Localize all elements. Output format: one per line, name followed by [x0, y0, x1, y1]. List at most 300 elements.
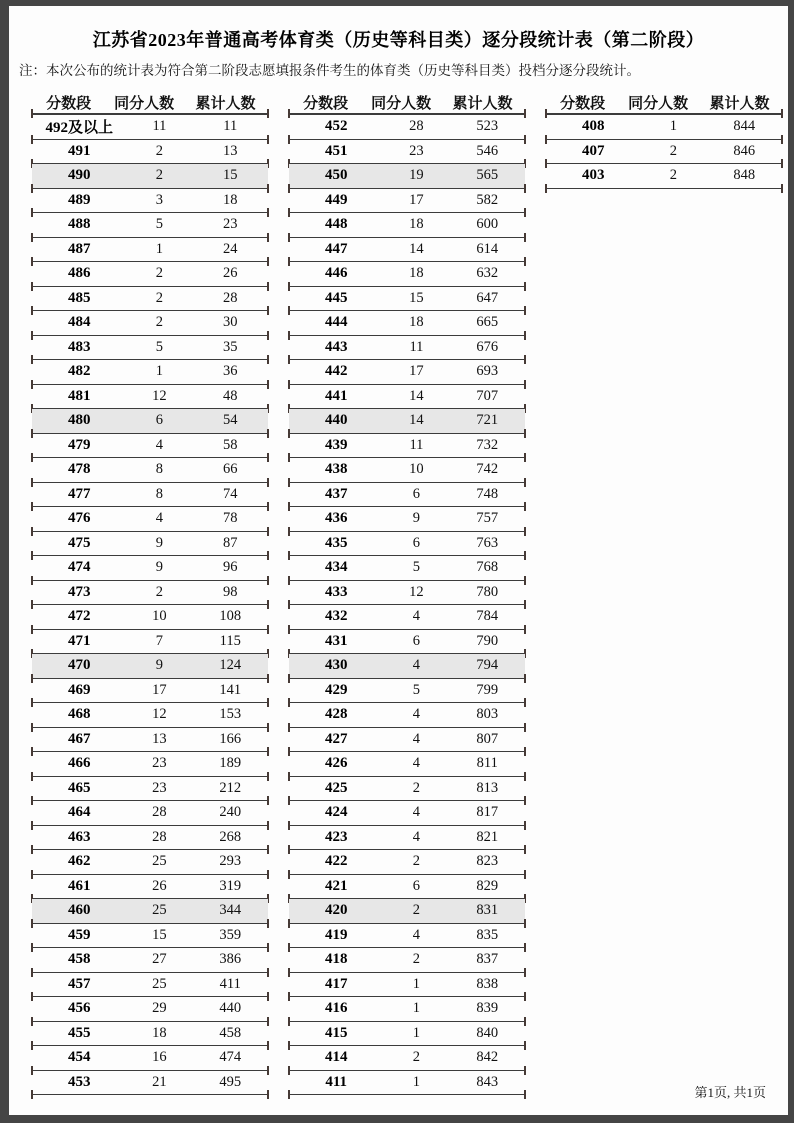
score-range-cell: 458: [67, 951, 91, 968]
same-score-count-cell: 4: [412, 730, 421, 747]
cumulative-count-cell: 48: [222, 387, 238, 404]
same-score-count-cell: 2: [412, 902, 421, 919]
column-header-cumulative-count: 累计人数: [452, 95, 513, 112]
table-row: [289, 483, 525, 508]
score-range-cell: 463: [67, 828, 91, 845]
cumulative-count-cell: 614: [476, 240, 499, 257]
table-row: [289, 458, 525, 483]
score-range-cell: 425: [324, 779, 348, 796]
cumulative-count-cell: 843: [476, 1073, 499, 1090]
table-row: [32, 458, 268, 483]
score-range-cell: 439: [324, 436, 348, 453]
cumulative-count-cell: 582: [476, 191, 499, 208]
same-score-count-cell: 12: [152, 706, 167, 723]
table-row: [32, 948, 268, 973]
score-range-cell: 483: [67, 338, 91, 355]
table-row: [289, 924, 525, 949]
score-range-cell: 471: [67, 632, 91, 649]
score-range-cell: 470: [67, 657, 91, 674]
score-range-cell: 452: [324, 118, 348, 135]
cumulative-count-cell: 837: [476, 951, 499, 968]
cumulative-count-cell: 794: [476, 657, 499, 674]
table-row: [289, 728, 525, 753]
score-range-cell: 448: [324, 216, 348, 233]
score-range-cell: 441: [324, 387, 348, 404]
same-score-count-cell: 1: [412, 975, 421, 992]
table-row: [289, 826, 525, 851]
cumulative-count-cell: 319: [219, 877, 242, 894]
score-range-cell: 491: [67, 142, 91, 159]
score-range-cell: 465: [67, 779, 91, 796]
cumulative-count-cell: 721: [476, 412, 499, 429]
same-score-count-cell: 2: [155, 314, 164, 331]
score-range-cell: 455: [67, 1024, 91, 1041]
score-range-cell: 407: [581, 142, 605, 159]
same-score-count-cell: 18: [409, 314, 424, 331]
same-score-count-cell: 4: [412, 804, 421, 821]
score-range-cell: 435: [324, 534, 348, 551]
same-score-count-cell: 25: [152, 975, 167, 992]
score-range-cell: 437: [324, 485, 348, 502]
table-row: [289, 654, 525, 679]
cumulative-count-cell: 35: [222, 338, 238, 355]
cumulative-count-cell: 96: [222, 559, 238, 576]
table-row: [289, 605, 525, 630]
score-range-cell: 492及以上: [45, 120, 113, 137]
cumulative-count-cell: 757: [476, 510, 499, 527]
score-range-cell: 414: [324, 1049, 348, 1066]
cumulative-count-cell: 141: [219, 681, 242, 698]
same-score-count-cell: 7: [155, 632, 164, 649]
same-score-count-cell: 13: [152, 730, 167, 747]
cumulative-count-cell: 840: [476, 1024, 499, 1041]
score-range-cell: 444: [324, 314, 348, 331]
table-row: [289, 507, 525, 532]
table-row: [289, 850, 525, 875]
table-row: [32, 826, 268, 851]
cumulative-count-cell: 108: [219, 608, 242, 625]
table-row: [32, 997, 268, 1022]
score-range-cell: 438: [324, 461, 348, 478]
same-score-count-cell: 4: [412, 657, 421, 674]
cumulative-count-cell: 495: [219, 1073, 242, 1090]
same-score-count-cell: 4: [412, 828, 421, 845]
same-score-count-cell: 5: [412, 681, 421, 698]
score-range-cell: 482: [67, 363, 91, 380]
same-score-count-cell: 28: [152, 804, 167, 821]
score-range-cell: 472: [67, 608, 91, 625]
same-score-count-cell: 5: [412, 559, 421, 576]
score-range-cell: 450: [324, 167, 348, 184]
cumulative-count-cell: 98: [222, 583, 238, 600]
same-score-count-cell: 18: [152, 1024, 167, 1041]
column-header-cumulative-count: 累计人数: [195, 95, 256, 112]
score-range-cell: 419: [324, 926, 348, 943]
score-range-cell: 477: [67, 485, 91, 502]
cumulative-count-cell: 54: [222, 412, 238, 429]
same-score-count-cell: 14: [409, 412, 424, 429]
column-header-cumulative-count: 累计人数: [709, 95, 770, 112]
cumulative-count-cell: 780: [476, 583, 499, 600]
same-score-count-cell: 6: [412, 632, 421, 649]
score-range-cell: 445: [324, 289, 348, 306]
same-score-count-cell: 19: [409, 167, 424, 184]
table-row: [32, 238, 268, 263]
score-range-cell: 422: [324, 853, 348, 870]
table-row: [289, 997, 525, 1022]
table-row: [32, 140, 268, 165]
table-row: [289, 164, 525, 189]
same-score-count-cell: 2: [412, 1049, 421, 1066]
same-score-count-cell: 18: [409, 265, 424, 282]
score-range-cell: 426: [324, 755, 348, 772]
table-row: [289, 703, 525, 728]
score-range-cell: 475: [67, 534, 91, 551]
score-range-cell: 456: [67, 1000, 91, 1017]
cumulative-count-cell: 344: [219, 902, 242, 919]
same-score-count-cell: 11: [409, 338, 424, 355]
cumulative-count-cell: 829: [476, 877, 499, 894]
table-row: [32, 262, 268, 287]
cumulative-count-cell: 768: [476, 559, 499, 576]
same-score-count-cell: 17: [409, 363, 424, 380]
same-score-count-cell: 21: [152, 1073, 167, 1090]
same-score-count-cell: 5: [155, 338, 164, 355]
table-row: [289, 1022, 525, 1047]
same-score-count-cell: 27: [152, 951, 167, 968]
cumulative-count-cell: 212: [219, 779, 242, 796]
score-range-cell: 436: [324, 510, 348, 527]
table-row: [289, 1071, 525, 1096]
cumulative-count-cell: 458: [219, 1024, 242, 1041]
same-score-count-cell: 4: [412, 706, 421, 723]
same-score-count-cell: 1: [155, 363, 164, 380]
table-row: [32, 483, 268, 508]
score-table-right: [546, 91, 782, 189]
same-score-count-cell: 2: [669, 167, 678, 184]
score-range-cell: 469: [67, 681, 91, 698]
cumulative-count-cell: 124: [219, 657, 242, 674]
table-row: [32, 850, 268, 875]
cumulative-count-cell: 189: [219, 755, 242, 772]
cumulative-count-cell: 835: [476, 926, 499, 943]
same-score-count-cell: 11: [152, 118, 167, 135]
cumulative-count-cell: 665: [476, 314, 499, 331]
table-row: [289, 287, 525, 312]
cumulative-count-cell: 13: [222, 142, 238, 159]
table-row: [289, 973, 525, 998]
same-score-count-cell: 23: [152, 755, 167, 772]
score-range-cell: 485: [67, 289, 91, 306]
score-range-cell: 459: [67, 926, 91, 943]
score-range-cell: 416: [324, 1000, 348, 1017]
same-score-count-cell: 12: [152, 387, 167, 404]
same-score-count-cell: 4: [412, 608, 421, 625]
table-row: [289, 801, 525, 826]
table-row: [289, 581, 525, 606]
table-row: [32, 899, 268, 924]
score-range-cell: 446: [324, 265, 348, 282]
table-row: [32, 581, 268, 606]
score-range-cell: 464: [67, 804, 91, 821]
same-score-count-cell: 2: [412, 853, 421, 870]
score-range-cell: 486: [67, 265, 91, 282]
same-score-count-cell: 4: [155, 436, 164, 453]
table-row: [289, 899, 525, 924]
cumulative-count-cell: 18: [222, 191, 238, 208]
cumulative-count-cell: 115: [219, 632, 241, 649]
same-score-count-cell: 6: [155, 412, 164, 429]
cumulative-count-cell: 848: [733, 167, 756, 184]
score-range-cell: 447: [324, 240, 348, 257]
score-range-cell: 420: [324, 902, 348, 919]
table-row: [289, 189, 525, 214]
table-row: [289, 777, 525, 802]
cumulative-count-cell: 817: [476, 804, 499, 821]
cumulative-count-cell: 813: [476, 779, 499, 796]
cumulative-count-cell: 803: [476, 706, 499, 723]
same-score-count-cell: 26: [152, 877, 167, 894]
table-header-row: [32, 91, 268, 115]
score-range-cell: 474: [67, 559, 91, 576]
score-range-cell: 468: [67, 706, 91, 723]
same-score-count-cell: 2: [155, 583, 164, 600]
cumulative-count-cell: 748: [476, 485, 499, 502]
cumulative-count-cell: 842: [476, 1049, 499, 1066]
score-range-cell: 476: [67, 510, 91, 527]
score-range-cell: 417: [324, 975, 348, 992]
score-range-cell: 408: [581, 118, 605, 135]
table-row: [32, 973, 268, 998]
same-score-count-cell: 1: [669, 118, 678, 135]
table-row: [32, 777, 268, 802]
cumulative-count-cell: 474: [219, 1049, 242, 1066]
table-row: [289, 556, 525, 581]
same-score-count-cell: 9: [155, 657, 164, 674]
cumulative-count-cell: 784: [476, 608, 499, 625]
column-header-score-range: 分数段: [46, 95, 92, 112]
cumulative-count-cell: 153: [219, 706, 242, 723]
same-score-count-cell: 6: [412, 877, 421, 894]
table-body: [289, 115, 525, 1095]
cumulative-count-cell: 411: [219, 975, 241, 992]
table-row: [289, 1046, 525, 1071]
table-row: [32, 875, 268, 900]
same-score-count-cell: 2: [412, 779, 421, 796]
table-row: [32, 115, 268, 140]
table-row: [32, 1022, 268, 1047]
same-score-count-cell: 16: [152, 1049, 167, 1066]
cumulative-count-cell: 28: [222, 289, 238, 306]
cumulative-count-cell: 821: [476, 828, 499, 845]
same-score-count-cell: 14: [409, 240, 424, 257]
cumulative-count-cell: 386: [219, 951, 242, 968]
cumulative-count-cell: 732: [476, 436, 499, 453]
cumulative-count-cell: 844: [733, 118, 756, 135]
same-score-count-cell: 5: [155, 216, 164, 233]
table-row: [32, 1046, 268, 1071]
table-row: [32, 924, 268, 949]
score-range-cell: 479: [67, 436, 91, 453]
column-header-same-score-count: 同分人数: [628, 95, 689, 112]
same-score-count-cell: 2: [155, 289, 164, 306]
score-range-cell: 489: [67, 191, 91, 208]
table-row: [32, 507, 268, 532]
cumulative-count-cell: 30: [222, 314, 238, 331]
score-range-cell: 481: [67, 387, 91, 404]
column-header-same-score-count: 同分人数: [114, 95, 175, 112]
table-row: [32, 556, 268, 581]
column-header-same-score-count: 同分人数: [371, 95, 432, 112]
score-range-cell: 480: [67, 412, 91, 429]
same-score-count-cell: 15: [152, 926, 167, 943]
table-row: [289, 752, 525, 777]
cumulative-count-cell: 166: [219, 730, 242, 747]
table-row: [289, 262, 525, 287]
cumulative-count-cell: 790: [476, 632, 499, 649]
score-range-cell: 467: [67, 730, 91, 747]
table-row: [289, 360, 525, 385]
cumulative-count-cell: 823: [476, 853, 499, 870]
same-score-count-cell: 25: [152, 902, 167, 919]
table-row: [289, 311, 525, 336]
score-range-cell: 473: [67, 583, 91, 600]
score-range-cell: 449: [324, 191, 348, 208]
page-number: 第1页, 共1页: [694, 1085, 766, 1100]
score-range-cell: 454: [67, 1049, 91, 1066]
table-row: [32, 1071, 268, 1096]
same-score-count-cell: 2: [155, 265, 164, 282]
score-table-left: [32, 91, 268, 1095]
same-score-count-cell: 2: [669, 142, 678, 159]
same-score-count-cell: 15: [409, 289, 424, 306]
table-row: [546, 164, 782, 189]
score-range-cell: 442: [324, 363, 348, 380]
cumulative-count-cell: 565: [476, 167, 499, 184]
same-score-count-cell: 8: [155, 485, 164, 502]
column-header-score-range: 分数段: [560, 95, 606, 112]
note-text: 注：本次公布的统计表为符合第二阶段志愿填报条件考生的体育类（历史等科目类）投档分逐分段统计。: [19, 63, 640, 78]
same-score-count-cell: 14: [409, 387, 424, 404]
table-row: [289, 409, 525, 434]
cumulative-count-cell: 15: [222, 167, 238, 184]
same-score-count-cell: 25: [152, 853, 167, 870]
score-range-cell: 443: [324, 338, 348, 355]
table-row: [546, 140, 782, 165]
score-range-cell: 460: [67, 902, 91, 919]
table-row: [289, 238, 525, 263]
table-row: [32, 801, 268, 826]
table-row: [32, 703, 268, 728]
table-row: [32, 409, 268, 434]
same-score-count-cell: 3: [155, 191, 164, 208]
score-range-cell: 457: [67, 975, 91, 992]
same-score-count-cell: 1: [412, 1000, 421, 1017]
cumulative-count-cell: 693: [476, 363, 499, 380]
page-title: 江苏省2023年普通高考体育类（历史等科目类）逐分段统计表（第二阶段）: [92, 30, 705, 50]
table-row: [32, 630, 268, 655]
cumulative-count-cell: 647: [476, 289, 499, 306]
same-score-count-cell: 8: [155, 461, 164, 478]
score-range-cell: 432: [324, 608, 348, 625]
same-score-count-cell: 12: [409, 583, 424, 600]
cumulative-count-cell: 811: [476, 755, 498, 772]
cumulative-count-cell: 26: [222, 265, 238, 282]
tables-container: [9, 91, 788, 1095]
table-row: [289, 434, 525, 459]
table-header-row: [289, 91, 525, 115]
table-row: [546, 115, 782, 140]
same-score-count-cell: 29: [152, 1000, 167, 1017]
score-range-cell: 466: [67, 755, 91, 772]
score-range-cell: 453: [67, 1073, 91, 1090]
same-score-count-cell: 6: [412, 485, 421, 502]
table-row: [32, 654, 268, 679]
same-score-count-cell: 17: [152, 681, 167, 698]
same-score-count-cell: 2: [155, 167, 164, 184]
table-row: [289, 948, 525, 973]
score-range-cell: 484: [67, 314, 91, 331]
score-range-cell: 424: [324, 804, 348, 821]
table-body: [32, 115, 268, 1095]
score-range-cell: 461: [67, 877, 91, 894]
table-row: [32, 728, 268, 753]
cumulative-count-cell: 36: [222, 363, 238, 380]
score-range-cell: 403: [581, 167, 605, 184]
table-row: [32, 189, 268, 214]
table-row: [32, 532, 268, 557]
score-range-cell: 429: [324, 681, 348, 698]
table-row: [32, 213, 268, 238]
cumulative-count-cell: 23: [222, 216, 238, 233]
cumulative-count-cell: 831: [476, 902, 499, 919]
table-header-row: [546, 91, 782, 115]
score-range-cell: 490: [67, 167, 91, 184]
score-range-cell: 421: [324, 877, 348, 894]
cumulative-count-cell: 600: [476, 216, 499, 233]
cumulative-count-cell: 268: [219, 828, 242, 845]
same-score-count-cell: 28: [152, 828, 167, 845]
same-score-count-cell: 4: [412, 755, 421, 772]
same-score-count-cell: 9: [155, 534, 164, 551]
score-range-cell: 428: [324, 706, 348, 723]
cumulative-count-cell: 74: [222, 485, 238, 502]
table-row: [32, 385, 268, 410]
score-range-cell: 431: [324, 632, 348, 649]
table-row: [289, 115, 525, 140]
table-row: [289, 213, 525, 238]
cumulative-count-cell: 440: [219, 1000, 242, 1017]
table-row: [32, 679, 268, 704]
score-range-cell: 487: [67, 240, 91, 257]
cumulative-count-cell: 78: [222, 510, 238, 527]
table-body: [546, 115, 782, 189]
cumulative-count-cell: 632: [476, 265, 499, 282]
same-score-count-cell: 10: [409, 461, 424, 478]
cumulative-count-cell: 676: [476, 338, 499, 355]
table-row: [32, 311, 268, 336]
score-range-cell: 433: [324, 583, 348, 600]
table-row: [289, 630, 525, 655]
table-row: [289, 336, 525, 361]
column-header-score-range: 分数段: [303, 95, 349, 112]
cumulative-count-cell: 87: [222, 534, 238, 551]
cumulative-count-cell: 546: [476, 142, 499, 159]
table-row: [32, 336, 268, 361]
same-score-count-cell: 9: [155, 559, 164, 576]
table-row: [289, 140, 525, 165]
table-row: [32, 752, 268, 777]
